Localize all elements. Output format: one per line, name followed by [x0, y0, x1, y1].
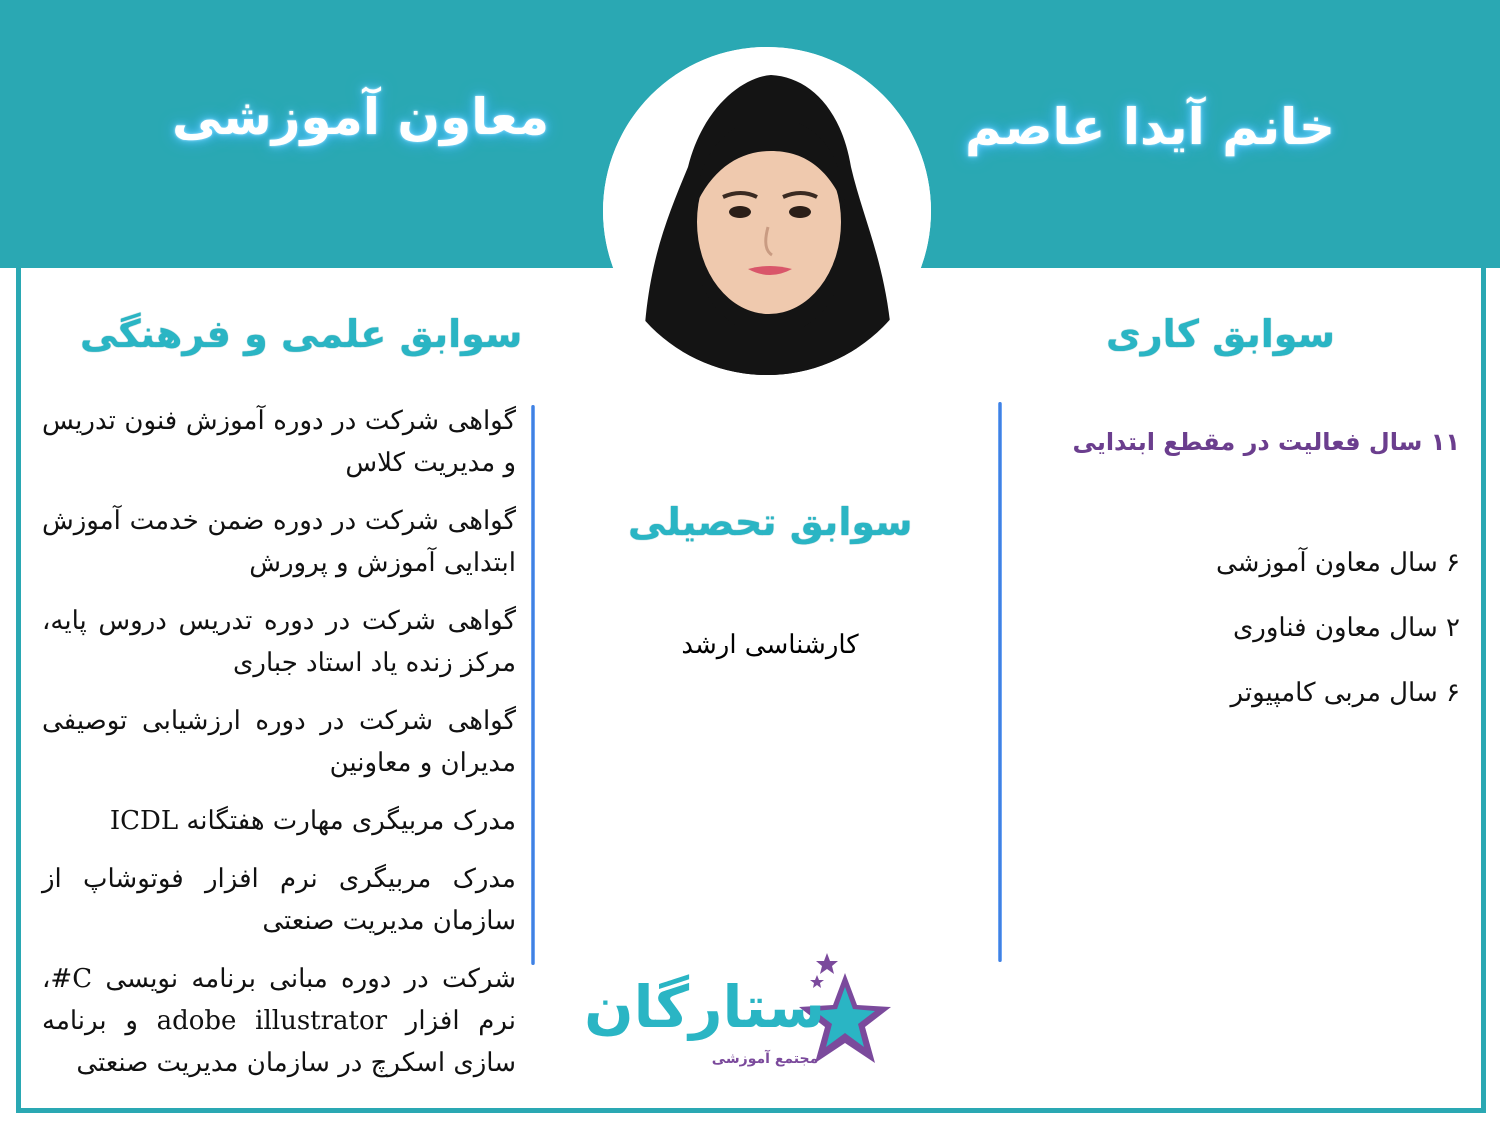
- divider-right: [998, 402, 1002, 962]
- work-item-3: ۶ سال مربی کامپیوتر: [1230, 678, 1460, 708]
- work-item-2: ۲ سال معاون فناوری: [1232, 613, 1460, 643]
- work-item-1: ۶ سال معاون آموزشی: [1216, 548, 1460, 578]
- work-section-title: سوابق کاری: [1105, 312, 1335, 356]
- education-section-title: سوابق تحصیلی: [628, 500, 913, 544]
- logo-subtitle: مجتمع آموزشی: [711, 1051, 819, 1067]
- academic-item-3: گواهی شرکت در دوره تدریس دروس پایه، مرکز زنده یاد استاد جباری: [42, 606, 516, 678]
- academic-item-5: مدرک مربیگری مهارت هفتگانه ICDL: [109, 806, 516, 836]
- logo-name: ستارگان: [584, 973, 825, 1041]
- academic-item-2: گواهی شرکت در دوره ضمن خدمت آموزش ابتدایی آموزش و پرورش: [42, 506, 516, 578]
- academic-list: [42, 400, 516, 1100]
- person-role: معاون آموزشی: [172, 88, 550, 146]
- academic-item-1: گواهی شرکت در دوره آموزش فنون تدریس و مدیریت کلاس: [42, 406, 516, 478]
- education-degree: کارشناسی ارشد: [681, 630, 859, 660]
- academic-item-4: گواهی شرکت در دوره ارزشیابی توصیفی مدیران و معاونین: [42, 706, 516, 778]
- profile-photo: [603, 47, 931, 375]
- academic-item-7: شرکت در دوره مبانی برنامه نویسی C#، نرم افزار adobe illustrator و برنامه سازی اسکرچ در سازمان مدیریت صنعتی: [42, 964, 516, 1078]
- academic-item-6: مدرک مربیگری نرم افزار فوتوشاپ از سازمان مدیریت صنعتی: [42, 864, 516, 936]
- avatar-portrait-icon: [603, 47, 931, 375]
- divider-left: [531, 405, 535, 965]
- academic-section-title: سوابق علمی و فرهنگی: [80, 312, 523, 356]
- work-highlight: ۱۱ سال فعالیت در مقطع ابتدایی: [1072, 428, 1460, 456]
- logo: [584, 945, 905, 1080]
- person-name: خانم آیدا عاصم: [965, 98, 1335, 156]
